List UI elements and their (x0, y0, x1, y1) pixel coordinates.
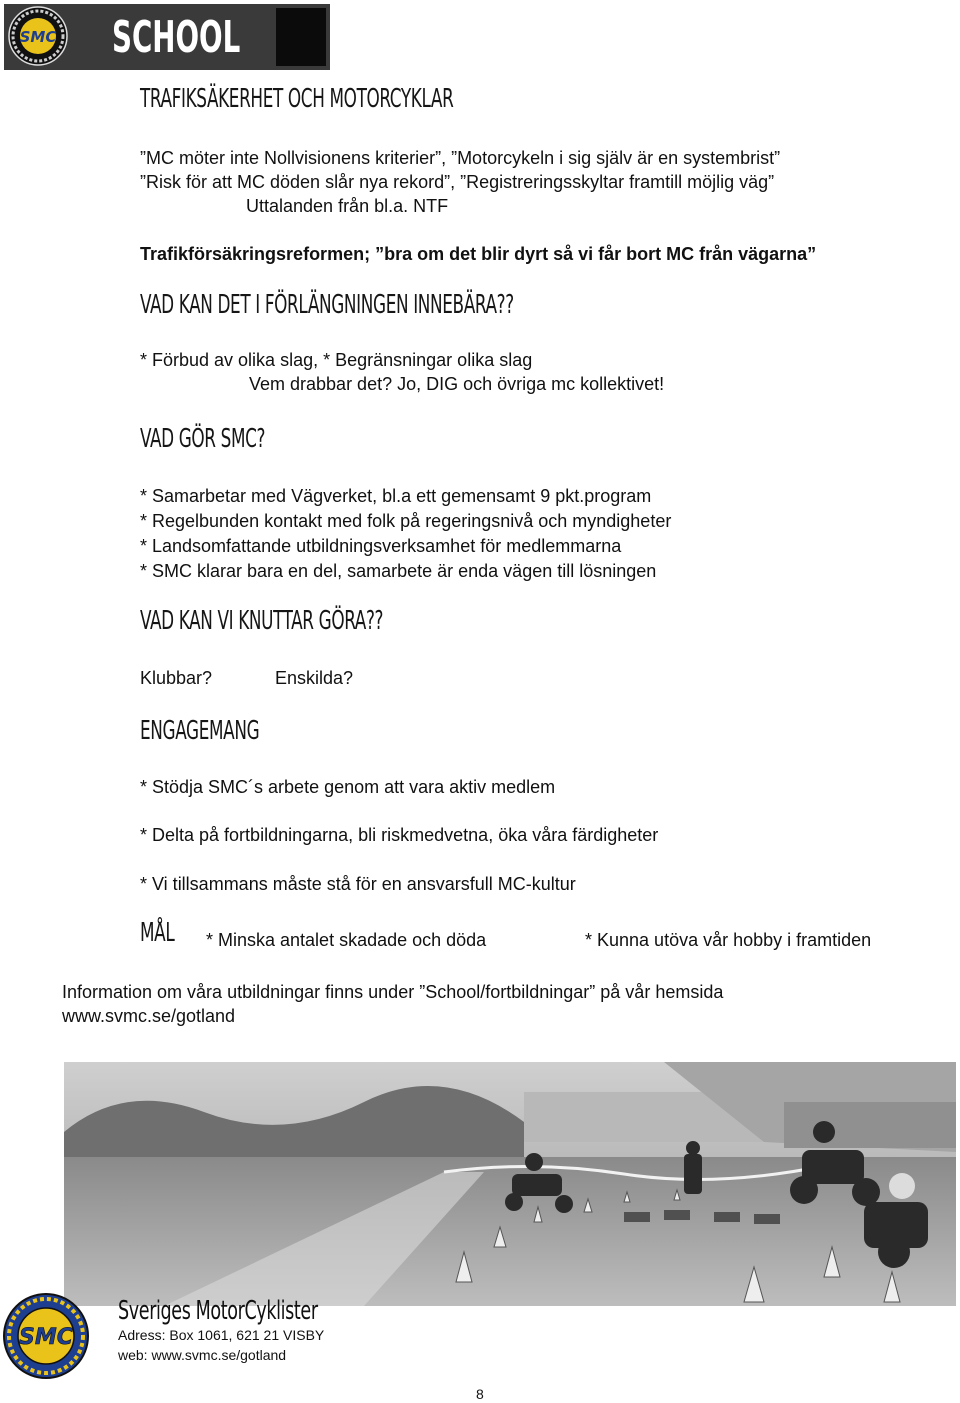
info-website: www.svmc.se/gotland (62, 1006, 236, 1026)
quote-source: Uttalanden från bl.a. NTF (246, 196, 449, 216)
list-item: * Landsomfattande utbildningsverksamhet för medlemmarna (140, 536, 622, 556)
footer-org-name: Sveriges MotorCyklister (118, 1296, 318, 1326)
page-number: 8 (476, 1386, 484, 1402)
quote-line-reform: Trafikförsäkringsreformen; ”bra om det blir dyrt så vi får bort MC från vägarna” (140, 244, 817, 264)
header-title: SCHOOL (112, 12, 241, 63)
quote-line-1: ”MC möter inte Nollvisionens kriterier”, ”Motorcykeln i sig själv är en systembrist” (140, 148, 781, 168)
smc-footer-logo (2, 1292, 90, 1380)
footer-address: Adress: Box 1061, 621 21 VISBY (118, 1327, 325, 1343)
consequence-line-2: Vem drabbar det? Jo, DIG och övriga mc kollektivet! (249, 374, 665, 394)
consequence-line-1: * Förbud av olika slag, * Begränsningar olika slag (140, 350, 533, 370)
info-line: Information om våra utbildningar finns under ”School/fortbildningar” på vår hemsida (62, 982, 724, 1002)
quote-line-2: ”Risk för att MC döden slår nya rekord”, ”Registreringsskyltar framtill möjlig väg” (140, 172, 775, 192)
heading-engagemang: ENGAGEMANG (140, 716, 260, 746)
heading-trafiksakerhet: TRAFIKSÄKERHET OCH MOTORCYKLAR (140, 84, 454, 114)
list-item: * Delta på fortbildningarna, bli riskmedvetna, öka våra färdigheter (140, 825, 659, 845)
goal-1: * Minska antalet skadade och döda (206, 930, 487, 950)
footer-web: web: www.svmc.se/gotland (118, 1347, 287, 1363)
list-item: * Stödja SMC´s arbete genom att vara aktiv medlem (140, 777, 556, 797)
list-item: * Vi tillsammans måste stå för en ansvarsfull MC-kultur (140, 874, 576, 894)
list-item: * Samarbetar med Vägverket, bl.a ett gemensamt 9 pkt.program (140, 486, 652, 506)
svg-text:SMC: SMC (19, 1325, 73, 1350)
option-klubbar: Klubbar? (140, 668, 213, 688)
heading-vad-kan-det: VAD KAN DET I FÖRLÄNGNINGEN INNEBÄRA?? (140, 290, 514, 320)
list-item: * Regelbunden kontakt med folk på regeringsnivå och myndigheter (140, 511, 672, 531)
list-item: * SMC klarar bara en del, samarbete är enda vägen till lösningen (140, 561, 657, 581)
smc-logo (8, 6, 68, 66)
svg-text:SMC: SMC (19, 28, 57, 46)
heading-mal: MÅL (140, 918, 175, 948)
header-black-block (276, 8, 326, 66)
training-course-photo (64, 1062, 956, 1306)
heading-vad-kan-vi: VAD KAN VI KNUTTAR GÖRA?? (140, 606, 384, 636)
option-enskilda: Enskilda? (275, 668, 354, 688)
heading-vad-gor-smc: VAD GÖR SMC? (140, 424, 266, 454)
goal-2: * Kunna utöva vår hobby i framtiden (585, 930, 872, 950)
